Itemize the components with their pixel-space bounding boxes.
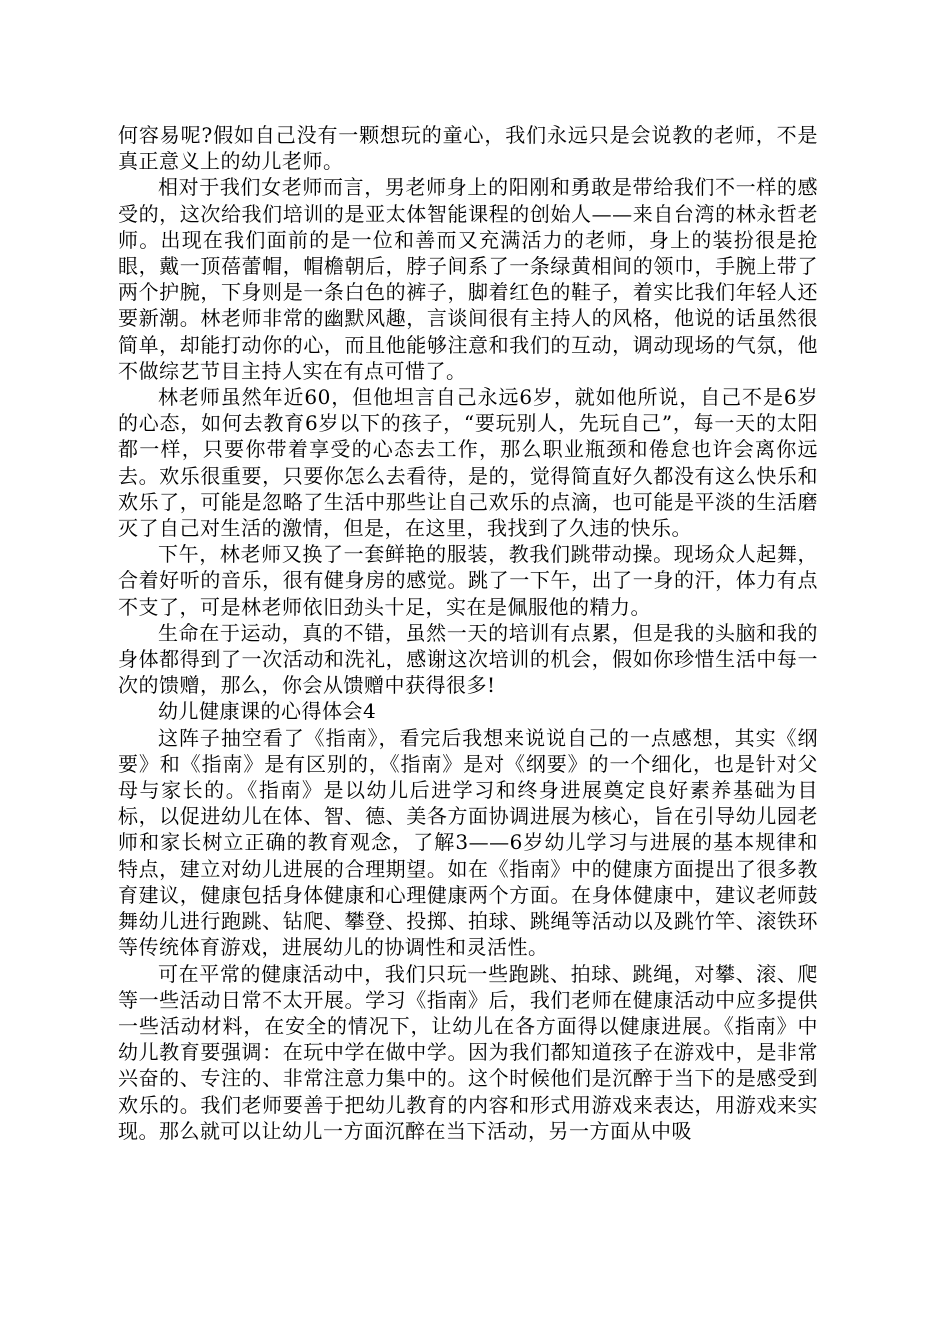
paragraph-age-six: 林老师虽然年近60，但他坦言自己永远6岁，就如他所说，自己不是6岁的心态，如何去教育6岁以下的孩子，“要玩别人，先玩自己”，每一天的太阳都一样，只要你带着享受的心态去工作，那么职业瓶颈和倦怠也许会离你远去。欢乐很重要，只要你怎么去看待，是的，觉得简直好久都没有这么快乐和欢乐了，可能是忽略了生活中那些让自己欢乐的点滴，也可能是平淡的生活磨灭了自己对生活的激情，但是，在这里，我找到了久违的快乐。: [118, 385, 818, 541]
paragraph-life-exercise: 生命在于运动，真的不错，虽然一天的培训有点累，但是我的头脑和我的身体都得到了一次活动和洗礼，感谢这次培训的机会，假如你珍惜生活中每一次的馈赠，那么，你会从馈赠中获得很多!: [118, 620, 818, 698]
paragraph-male-teacher: 相对于我们女老师而言，男老师身上的阳刚和勇敢是带给我们不一样的感受的，这次给我们培训的是亚太体智能课程的创始人——来自台湾的林永哲老师。出现在我们面前的是一位和善而又充满活力的老师，身上的装扮很是抢眼，戴一顶蓓蕾帽，帽檐朝后，脖子间系了一条绿黄相间的领巾，手腕上带了两个护腕，下身则是一条白色的裤子，脚着红色的鞋子，着实比我们年轻人还要新潮。林老师非常的幽默风趣，言谈间很有主持人的风格，他说的话虽然很简单，却能打动你的心，而且他能够注意和我们的互动，调动现场的气氛，他不做综艺节目主持人实在有点可惜了。: [118, 175, 818, 383]
paragraph-afternoon-dance: 下午，林老师又换了一套鲜艳的服装，教我们跳带动操。现场众人起舞，合着好听的音乐，很有健身房的感觉。跳了一下午，出了一身的汗，体力有点不支了，可是林老师依旧劲头十足，实在是佩服他的精力。: [118, 542, 818, 619]
section-heading: 幼儿健康课的心得体会4: [158, 699, 377, 724]
document-body: [118, 122, 818, 1144]
paragraph-guide-reflection: 这阵子抽空看了《指南》，看完后我想来说说自己的一点感想，其实《纲要》和《指南》是有区别的，《指南》是对《纲要》的一个细化，也是针对父母与家长的。《指南》是以幼儿后进学习和终身进展奠定良好素养基础为目标，以促进幼儿在体、智、德、美各方面协调进展为核心，旨在引导幼儿园老师和家长树立正确的教育观念，了解3——6岁幼儿学习与进展的基本规律和特点，建立对幼儿进展的合理期望。如在《指南》中的健康方面提出了很多教育建议，健康包括身体健康和心理健康两个方面。在身体健康中，建议老师鼓舞幼儿进行跑跳、钻爬、攀登、投掷、拍球、跳绳等活动以及跳竹竿、滚铁环等传统体育游戏，进展幼儿的协调性和灵活性。: [118, 725, 818, 960]
paragraph-continuation: 何容易呢?假如自己没有一颗想玩的童心，我们永远只是会说教的老师，不是真正意义上的幼儿老师。: [118, 123, 818, 174]
paragraph-health-activities: 可在平常的健康活动中，我们只玩一些跑跳、拍球、跳绳，对攀、滚、爬等一些活动日常不太开展。学习《指南》后，我们老师在健康活动中应多提供一些活动材料，在安全的情况下，让幼儿在各方面得以健康进展。《指南》中幼儿教育要强调：在玩中学在做中学。因为我们都知道孩子在游戏中，是非常兴奋的、专注的、非常注意力集中的。这个时候他们是沉醉于当下的是感受到欢乐的。我们老师要善于把幼儿教育的内容和形式用游戏来表达，用游戏来实现。那么就可以让幼儿一方面沉醉在当下活动，另一方面从中吸: [118, 961, 818, 1143]
